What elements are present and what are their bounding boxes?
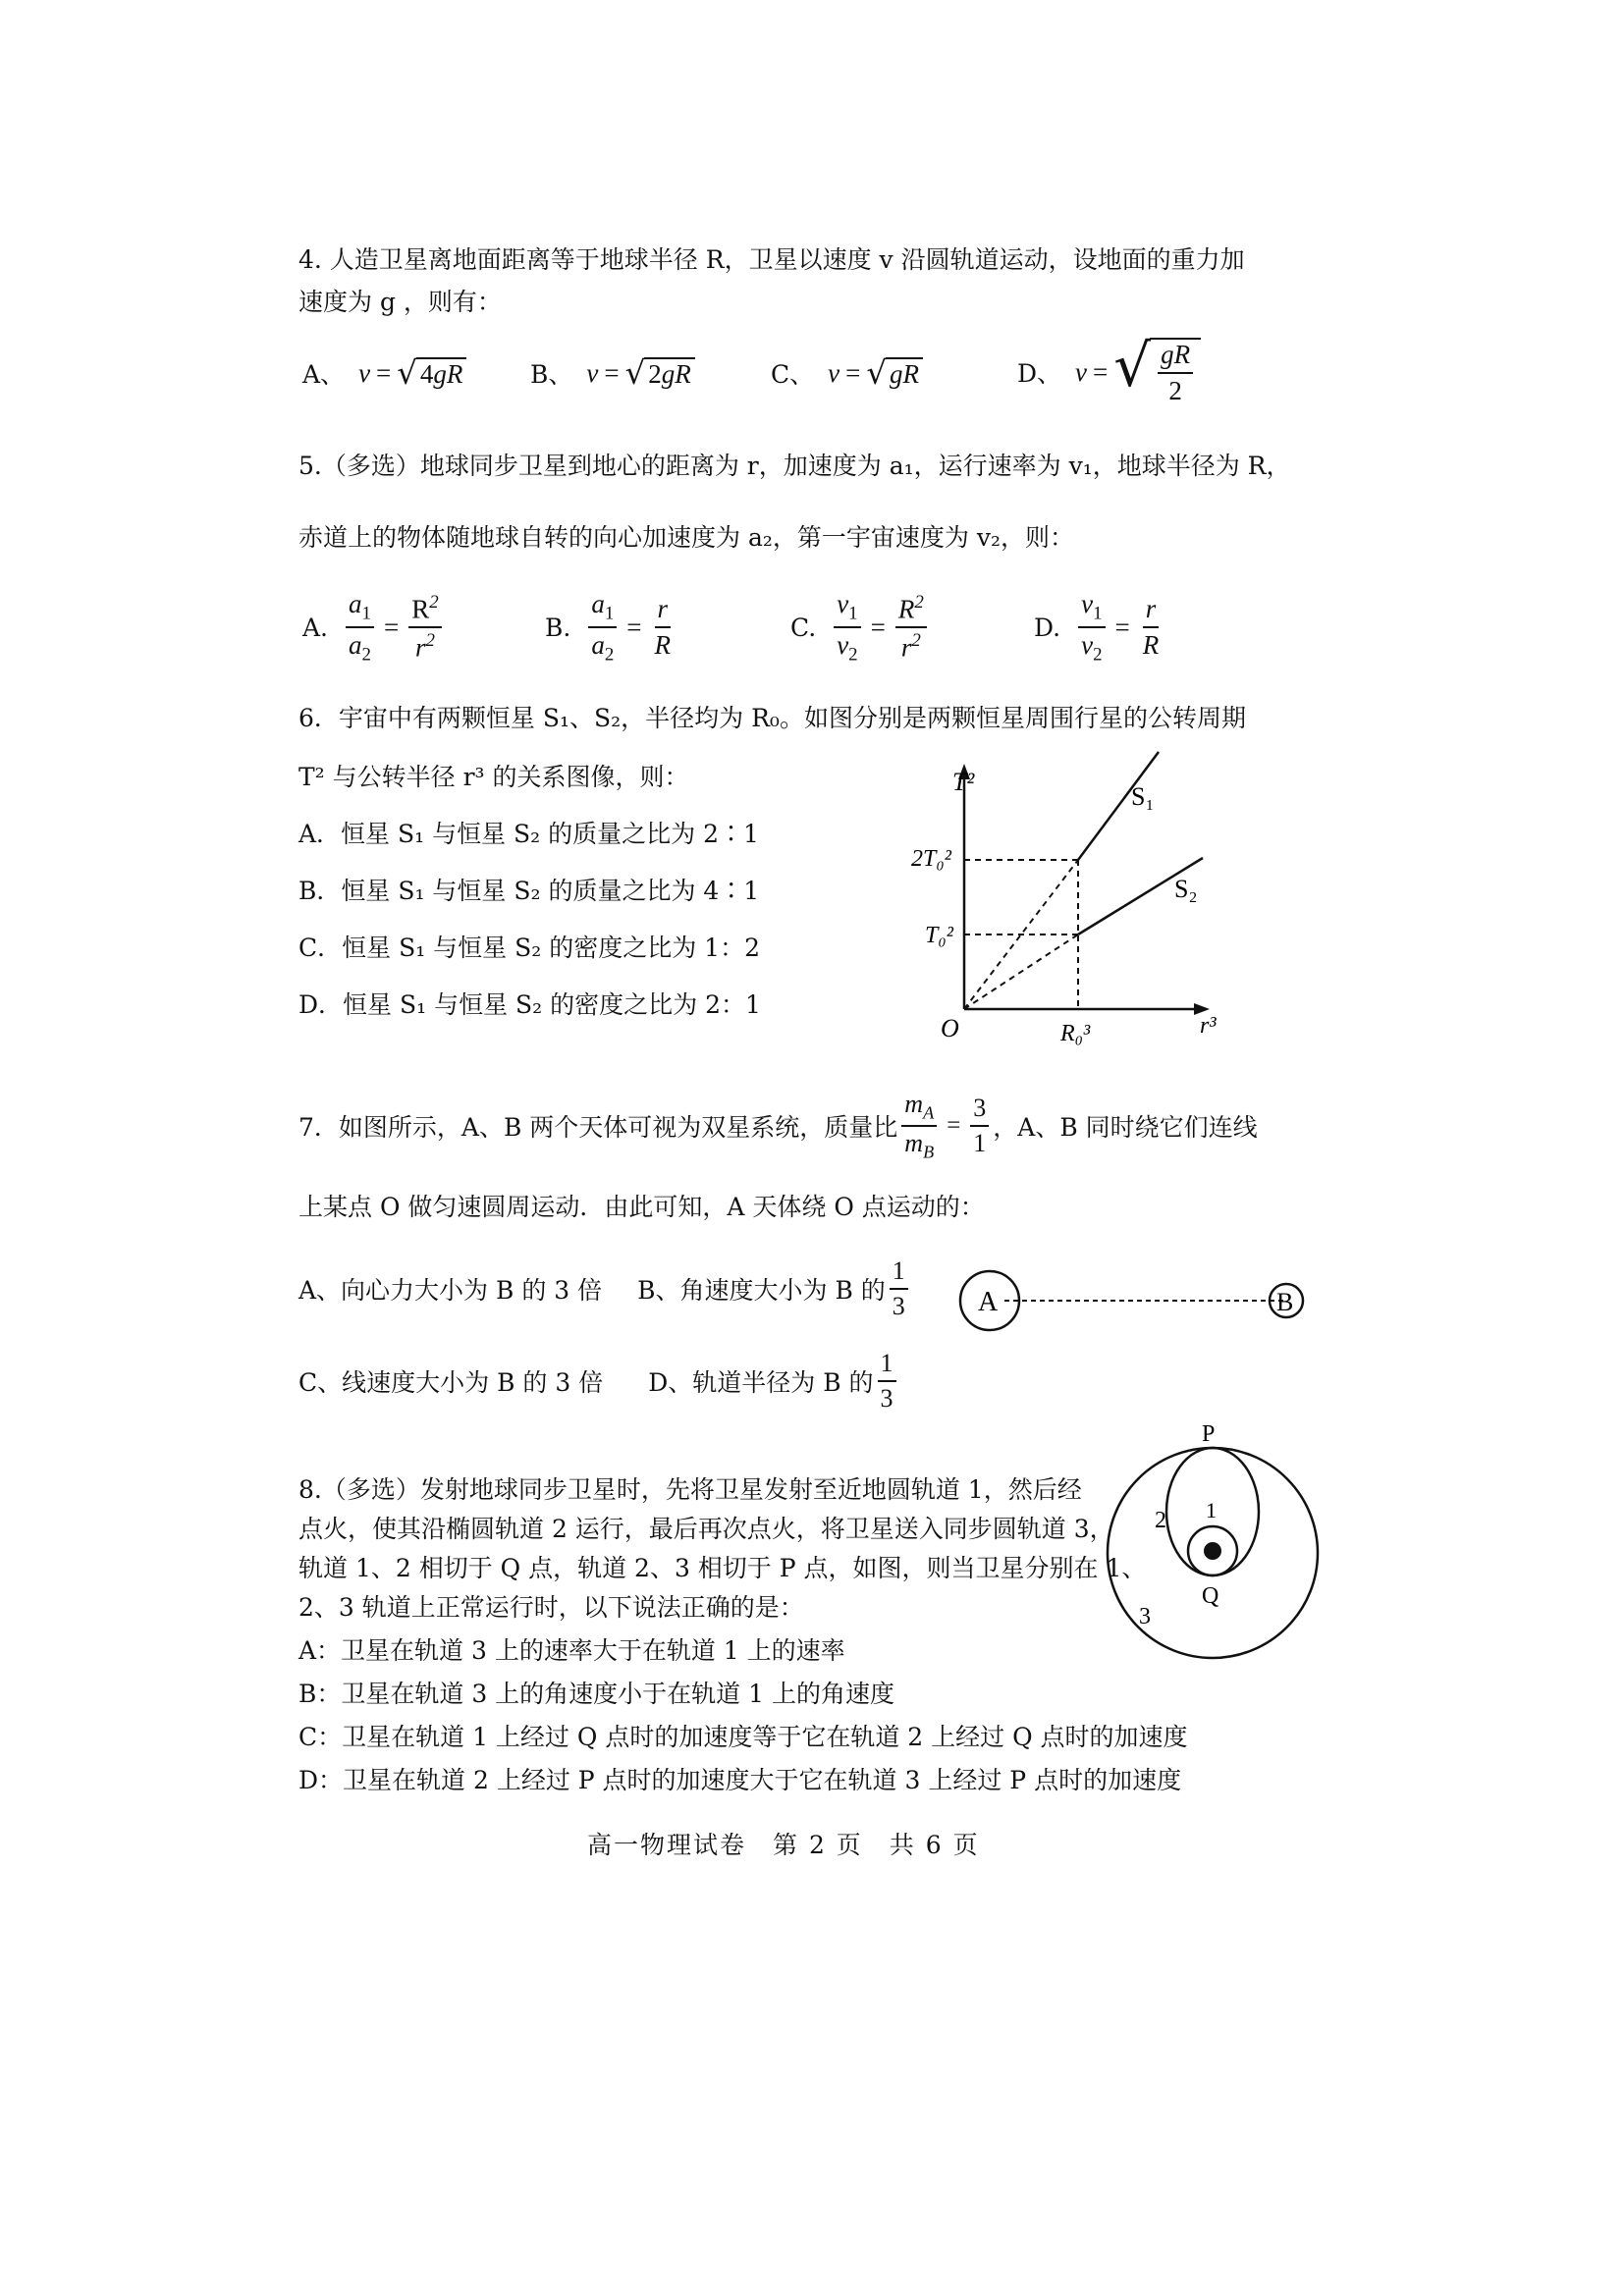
q6-option-c: C．恒星 S₁ 与恒星 S₂ 的密度之比为 1：2	[298, 934, 760, 962]
q4-option-c: C、 v = √ gR	[771, 355, 923, 391]
q4-option-b: B、 v = √ 2 gR	[530, 355, 695, 391]
q7-option-d: D、轨道半径为 B 的	[648, 1367, 874, 1397]
q8-label-q: Q	[1202, 1583, 1219, 1609]
q7-stem-line2: 上某点 O 做匀速圆周运动．由此可知，A 天体绕 O 点运动的：	[298, 1193, 985, 1221]
q6-label-s2: S₂	[1174, 875, 1198, 903]
q7-option-a: A、向心力大小为 B 的 3 倍	[298, 1275, 603, 1305]
q7-option-d-fraction: $\frac{1}{3}$	[878, 1349, 896, 1414]
q7-option-b-fraction: $\frac{1}{3}$	[890, 1256, 908, 1321]
q6-graph	[903, 756, 1257, 1050]
q8-stem-line3: 轨道 1、2 相切于 Q 点，轨道 2、3 相切于 P 点，如图，则当卫星分别在 1、	[298, 1554, 1147, 1582]
q6-option-a: A．恒星 S₁ 与恒星 S₂ 的质量之比为 2∶1	[298, 820, 759, 848]
q7-label-b: B	[1276, 1288, 1294, 1316]
q6-label-x-axis: r³	[1200, 1013, 1217, 1039]
q8-earth	[1204, 1542, 1221, 1560]
q7-option-c: C、线速度大小为 B 的 3 倍	[298, 1367, 604, 1397]
q5-option-d: D. $\frac{v_1}{v_2}$ = $\frac{r}{R}$	[1034, 589, 1160, 666]
q6-stem-line2: T² 与公转半径 r³ 的关系图像，则：	[298, 763, 689, 791]
q8-stem-line4: 2、3 轨道上正常运行时，以下说法正确的是：	[298, 1593, 804, 1622]
q8-option-d: D：卫星在轨道 2 上经过 P 点时的加速度大于它在轨道 3 上经过 P 点时的加速度	[298, 1766, 1182, 1794]
q5-option-c: C. $\frac{v_1}{v_2}$ = $\frac{R^2}{r^2}$	[790, 589, 931, 667]
page-footer: 高一物理试卷 第 2 页 共 6 页	[587, 1831, 980, 1859]
q8-stem-line2: 点火，使其沿椭圆轨道 2 运行，最后再次点火，将卫星送入同步圆轨道 3，	[298, 1515, 1114, 1543]
q8-option-a: A：卫星在轨道 3 上的速率大于在轨道 1 上的速率	[298, 1636, 845, 1665]
q8-orbit-diagram	[1100, 1414, 1335, 1669]
q6-option-b: B．恒星 S₁ 与恒星 S₂ 的质量之比为 4∶1	[298, 877, 760, 905]
q6-label-x-tick: R₀³	[1060, 1021, 1091, 1046]
q6-label-y-axis: T²	[952, 768, 975, 796]
q4-option-a: A、 v = √ 4 gR	[302, 355, 466, 391]
q4-stem-line1: 4. 人造卫星离地面距离等于地球半径 R，卫星以速度 v 沿圆轨道运动，设地面的重力加	[298, 245, 1245, 274]
q6-label-y-lower: T₀²	[925, 923, 953, 948]
q7-options-row1	[298, 1256, 912, 1321]
q8-label-orbit-1: 1	[1206, 1498, 1217, 1522]
q6-option-d: D．恒星 S₁ 与恒星 S₂ 的密度之比为 2：1	[298, 990, 761, 1019]
q7-option-b: B、角速度大小为 B 的	[637, 1275, 886, 1305]
q8-label-p: P	[1202, 1421, 1216, 1447]
q4-option-d: D、 v = √ $\frac{gR}{2}$	[1017, 338, 1201, 406]
q7-options-row2	[298, 1349, 900, 1414]
q5-option-a: A. $\frac{a_1}{a_2}$ = $\frac{R^2}{r^2}$	[302, 589, 446, 667]
q5-stem-line2: 赤道上的物体随地球自转的向心加速度为 a₂，第一宇宙速度为 v₂，则：	[298, 523, 1074, 552]
q7-binary-diagram	[957, 1266, 1321, 1335]
q7-stem-line1: 7．如图所示，A、B 两个天体可视为双星系统，质量比 $\frac{m_A}{m_B}$ = $\frac{3}{1}$ ，A、B 同时绕它们连线	[298, 1090, 1258, 1162]
q8-label-orbit-3: 3	[1139, 1604, 1151, 1629]
q7-label-a: A	[978, 1287, 999, 1317]
q5-stem-line1: 5.（多选）地球同步卫星到地心的距离为 r，加速度为 a₁，运行速率为 v₁，地球半径为 R，	[298, 452, 1291, 480]
q5-option-b: B. $\frac{a_1}{a_2}$ = $\frac{r}{R}$	[545, 589, 672, 666]
q8-label-orbit-2: 2	[1155, 1508, 1166, 1533]
q6-stem-line1: 6．宇宙中有两颗恒星 S₁、S₂，半径均为 R₀。如图分别是两颗恒星周围行星的公转周期	[298, 704, 1246, 732]
q8-stem-line1: 8.（多选）发射地球同步卫星时，先将卫星发射至近地圆轨道 1，然后经	[298, 1475, 1082, 1504]
q8-option-c: C：卫星在轨道 1 上经过 Q 点时的加速度等于它在轨道 2 上经过 Q 点时的加速度	[298, 1723, 1188, 1751]
q6-label-s1: S₁	[1131, 782, 1155, 811]
q4-stem-line2: 速度为 g ，则有：	[298, 288, 502, 316]
q6-dash-origin-lower	[964, 934, 1078, 1009]
q6-label-origin: O	[941, 1014, 959, 1042]
q8-option-b: B：卫星在轨道 3 上的角速度小于在轨道 1 上的角速度	[298, 1680, 894, 1708]
q6-label-y-upper: 2T₀²	[911, 846, 951, 872]
